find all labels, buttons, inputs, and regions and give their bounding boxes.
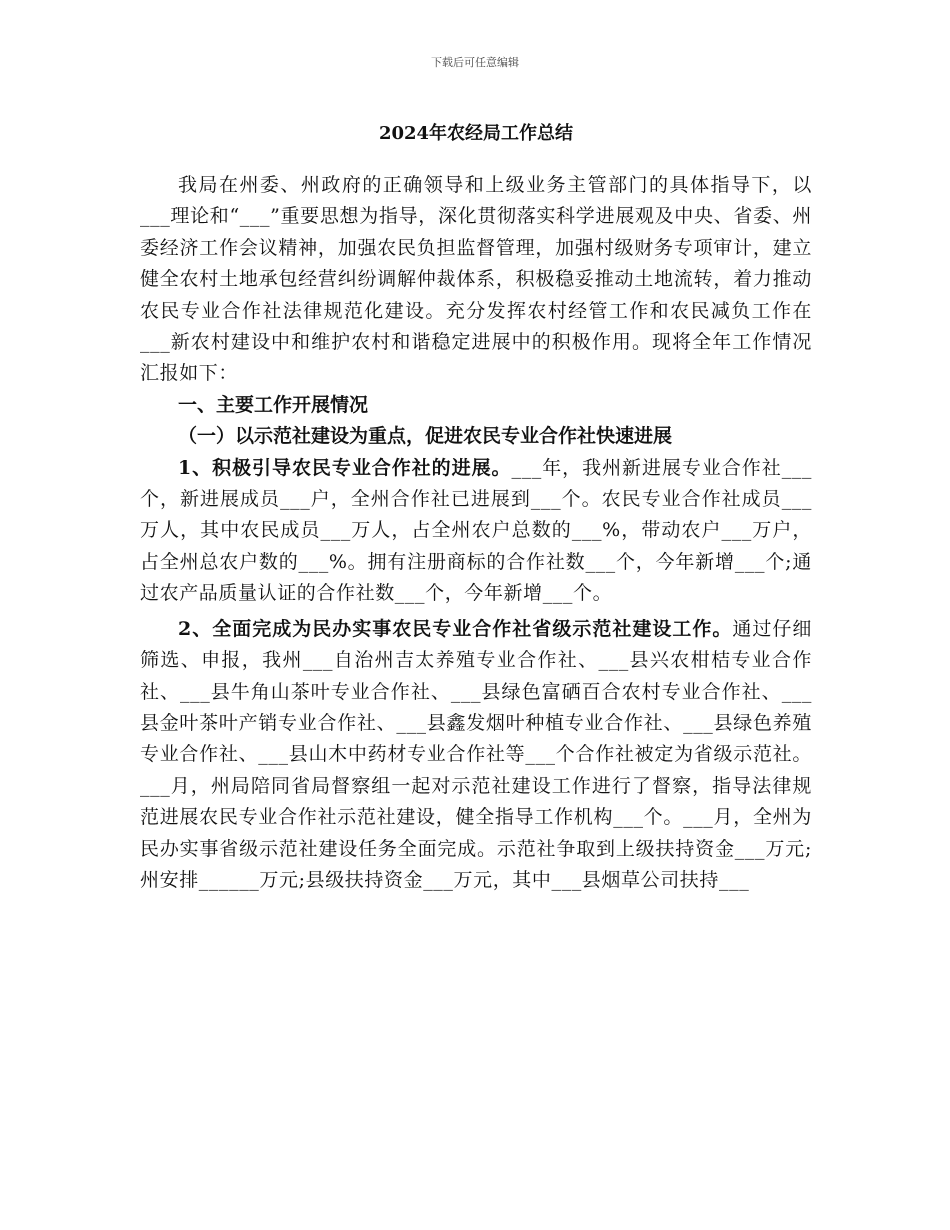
item-2-body: 通过仔细筛选、申报，我州___自治州吉太养殖专业合作社、___县兴农柑桔专业合作社、___县牛角山茶叶专业合作社、___县绿色富硒百合农村专业合作社、___县金叶茶叶产销专业合作社、___县鑫发烟叶种植专业合作社、___县绿色养殖专业合作社、___县山木中药材专业合作社等___个合作社被定为省级示范社。___月，州局陪同省局督察组一起对示范社建设工作进行了督察，指导法律规范进展农民专业合作社示范社建设，健全指导工作机构___个。___月，全州为民办实事省级示范社建设任务全面完成。示范社争取到上级扶持资金___万元;州安排______万元;县级扶持资金___万元，其中___县烟草公司扶持___ [140,617,812,891]
item-2-lead: 2、全面完成为民办实事农民专业合作社省级示范社建设工作。 [178,617,733,640]
item-1-lead: 1、积极引导农民专业合作社的进展。 [178,456,512,479]
document-title: 2024年农经局工作总结 [378,123,574,144]
subsection-heading-1: （一）以示范社建设为重点，促进农民专业合作社快速进展 [178,425,673,448]
item-1-paragraph [140,453,812,610]
page-header: 下载后可任意编辑 [431,56,519,69]
intro-paragraph: 我局在州委、州政府的正确领导和上级业务主管部门的具体指导下，以___理论和“___”重要思想为指导，深化贯彻落实科学进展观及中央、省委、州委经济工作会议精神，加强农民负担监督管理，加强村级财务专项审计，建立健全农村土地承包经营纠纷调解仲裁体系，积极稳妥推动土地流转，着力推动农民专业合作社法律规范化建设。充分发挥农村经管工作和农民减负工作在___新农村建设中和维护农村和谐稳定进展中的积极作用。现将全年工作情况汇报如下： [140,174,812,385]
document-body [140,118,812,896]
item-2-paragraph [140,614,812,897]
item-1-body: ___年，我州新进展专业合作社___个，新进展成员___户，全州合作社已进展到___个。农民专业合作社成员___万人，其中农民成员___万人，占全州农户总数的___%，带动农户___万户，占全州总农户数的___%。拥有注册商标的合作社数___个，今年新增___个;通过农产品质量认证的合作社数___个，今年新增___个。 [140,456,812,605]
section-heading-1: 一、主要工作开展情况 [178,393,369,416]
